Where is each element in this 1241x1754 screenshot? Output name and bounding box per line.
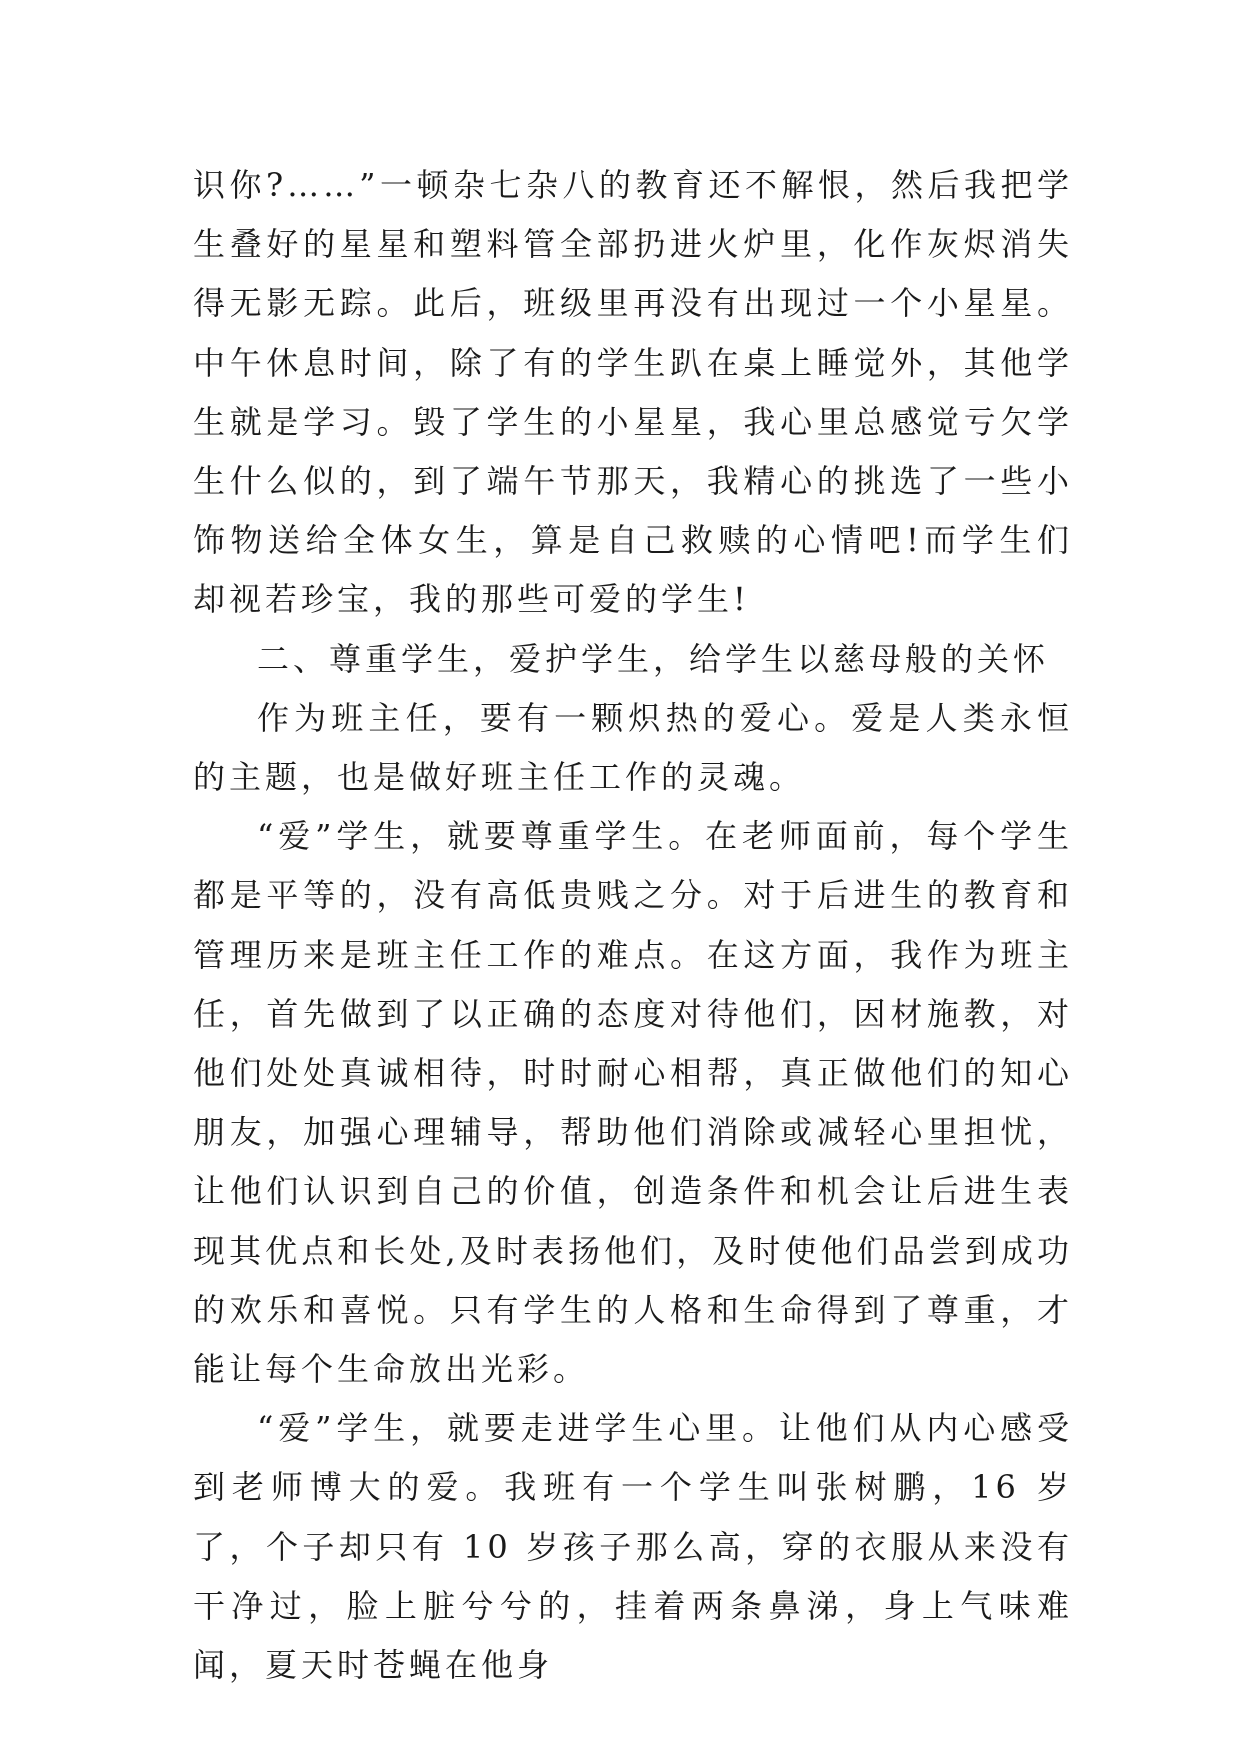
section-heading-respect-students: 二、尊重学生，爱护学生，给学生以慈母般的关怀 — [257, 639, 1050, 678]
paragraph-enter-students-hearts: “爱”学生，就要走进学生心里。让他们从内心感受到老师博大的爱。我班有一个学生叫张树鹏，16 岁了，个子却只有 10 岁孩子那么高，穿的衣服从来没有干净过，脸上脏兮兮的，挂着两条鼻涕，身上气味难闻，夏天时苍蝇在他身 — [193, 1409, 1073, 1685]
paragraph-star-story: 识你?……”一顿杂七杂八的教育还不解恨，然后我把学生叠好的星星和塑料管全部扔进火炉里，化作灰烬消失得无影无踪。此后，班级里再没有出现过一个小星星。中午休息时间，除了有的学生趴在桌上睡觉外，其他学生就是学习。毁了学生的小星星，我心里总感觉亏欠学生什么似的，到了端午节那天，我精心的挑选了一些小饰物送给全体女生，算是自己救赎的心情吧!而学生们却视若珍宝，我的那些可爱的学生! — [193, 166, 1073, 619]
paragraph-love-theme: 作为班主任，要有一颗炽热的爱心。爱是人类永恒的主题，也是做好班主任工作的灵魂。 — [193, 698, 1073, 797]
paragraph-respect-students: “爱”学生，就要尊重学生。在老师面前，每个学生都是平等的，没有高低贵贱之分。对于后进生的教育和管理历来是班主任工作的难点。在这方面，我作为班主任，首先做到了以正确的态度对待他们，因材施教，对他们处处真诚相待，时时耐心相帮，真正做他们的知心朋友，加强心理辅导，帮助他们消除或减轻心里担忧，让他们认识到自己的价值，创造条件和机会让后进生表现其优点和长处,及时表扬他们，及时使他们品尝到成功的欢乐和喜悦。只有学生的人格和生命得到了尊重，才能让每个生命放出光彩。 — [193, 817, 1073, 1389]
document-body — [193, 156, 1073, 1695]
